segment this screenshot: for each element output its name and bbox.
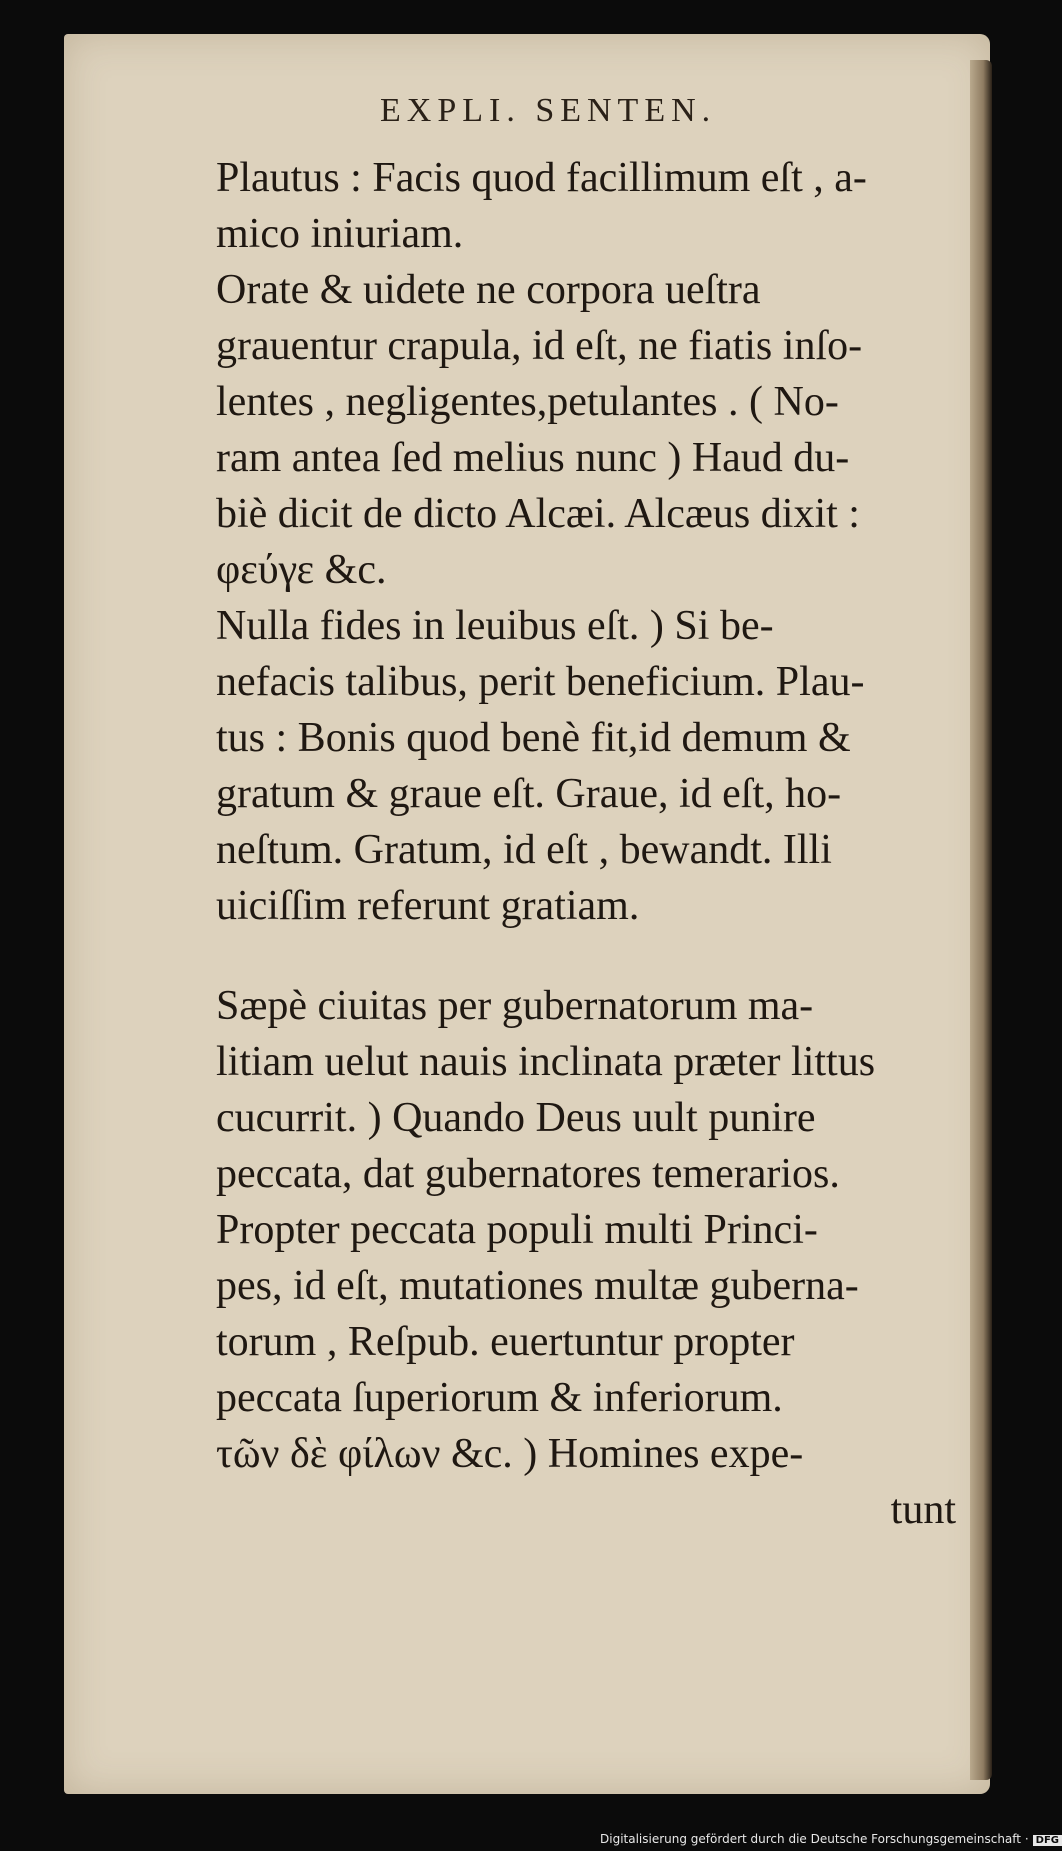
dfg-logo: DFG [1033,1835,1062,1846]
digitization-footer [600,1832,1059,1846]
running-head: EXPLI. SENTEN. [380,92,717,129]
footer-text: Digitalisierung gefördert durch die Deutsche Forschungsgemeinschaft · [600,1832,1029,1846]
paragraph-saepe-ciuitas: Sæpè ciuitas per gubernatorum ma- litiam uelut nauis inclinata præter littus cucurrit. ) Quando Deus uult punire peccata, dat gubernatores temerarios. Propter peccata populi multi Princi- pes, id eſt, mutationes multæ guberna- torum , Reſpub. euertuntur propter peccata ſuperiorum & inferiorum. [216,983,876,1421]
catchword: tunt [890,1487,956,1533]
page-edge [970,60,992,1780]
paragraph-nulla-fides: Nulla fides in leuibus eſt. ) Si be- nefacis talibus, perit beneficium. Plau- tus : Bonis quod benè fit,id demum & gratum & graue eſt. Graue, id eſt, ho- neſtum. Gratum, id eſt , bewandt. Illi uiciſſim referunt gratiam. [216,603,865,929]
paragraph-gap [216,934,956,978]
body-text [216,150,956,1538]
paragraph-ton-de-philon: τῶν δὲ φίλων &c. ) Homines expe- [216,1431,804,1477]
paragraph-orate: Orate & uidete ne corpora ueſtra grauentur crapula, id eſt, ne fiatis inſo- lentes , negligentes,petulantes . ( No- ram antea ſed melius nunc ) Haud du- biè dicit de dicto Alcæi. Alcæus dixit : φεύγε &c. [216,267,863,593]
paragraph-plautus: Plautus : Facis quod facillimum eſt , a- mico iniuriam. [216,155,867,257]
